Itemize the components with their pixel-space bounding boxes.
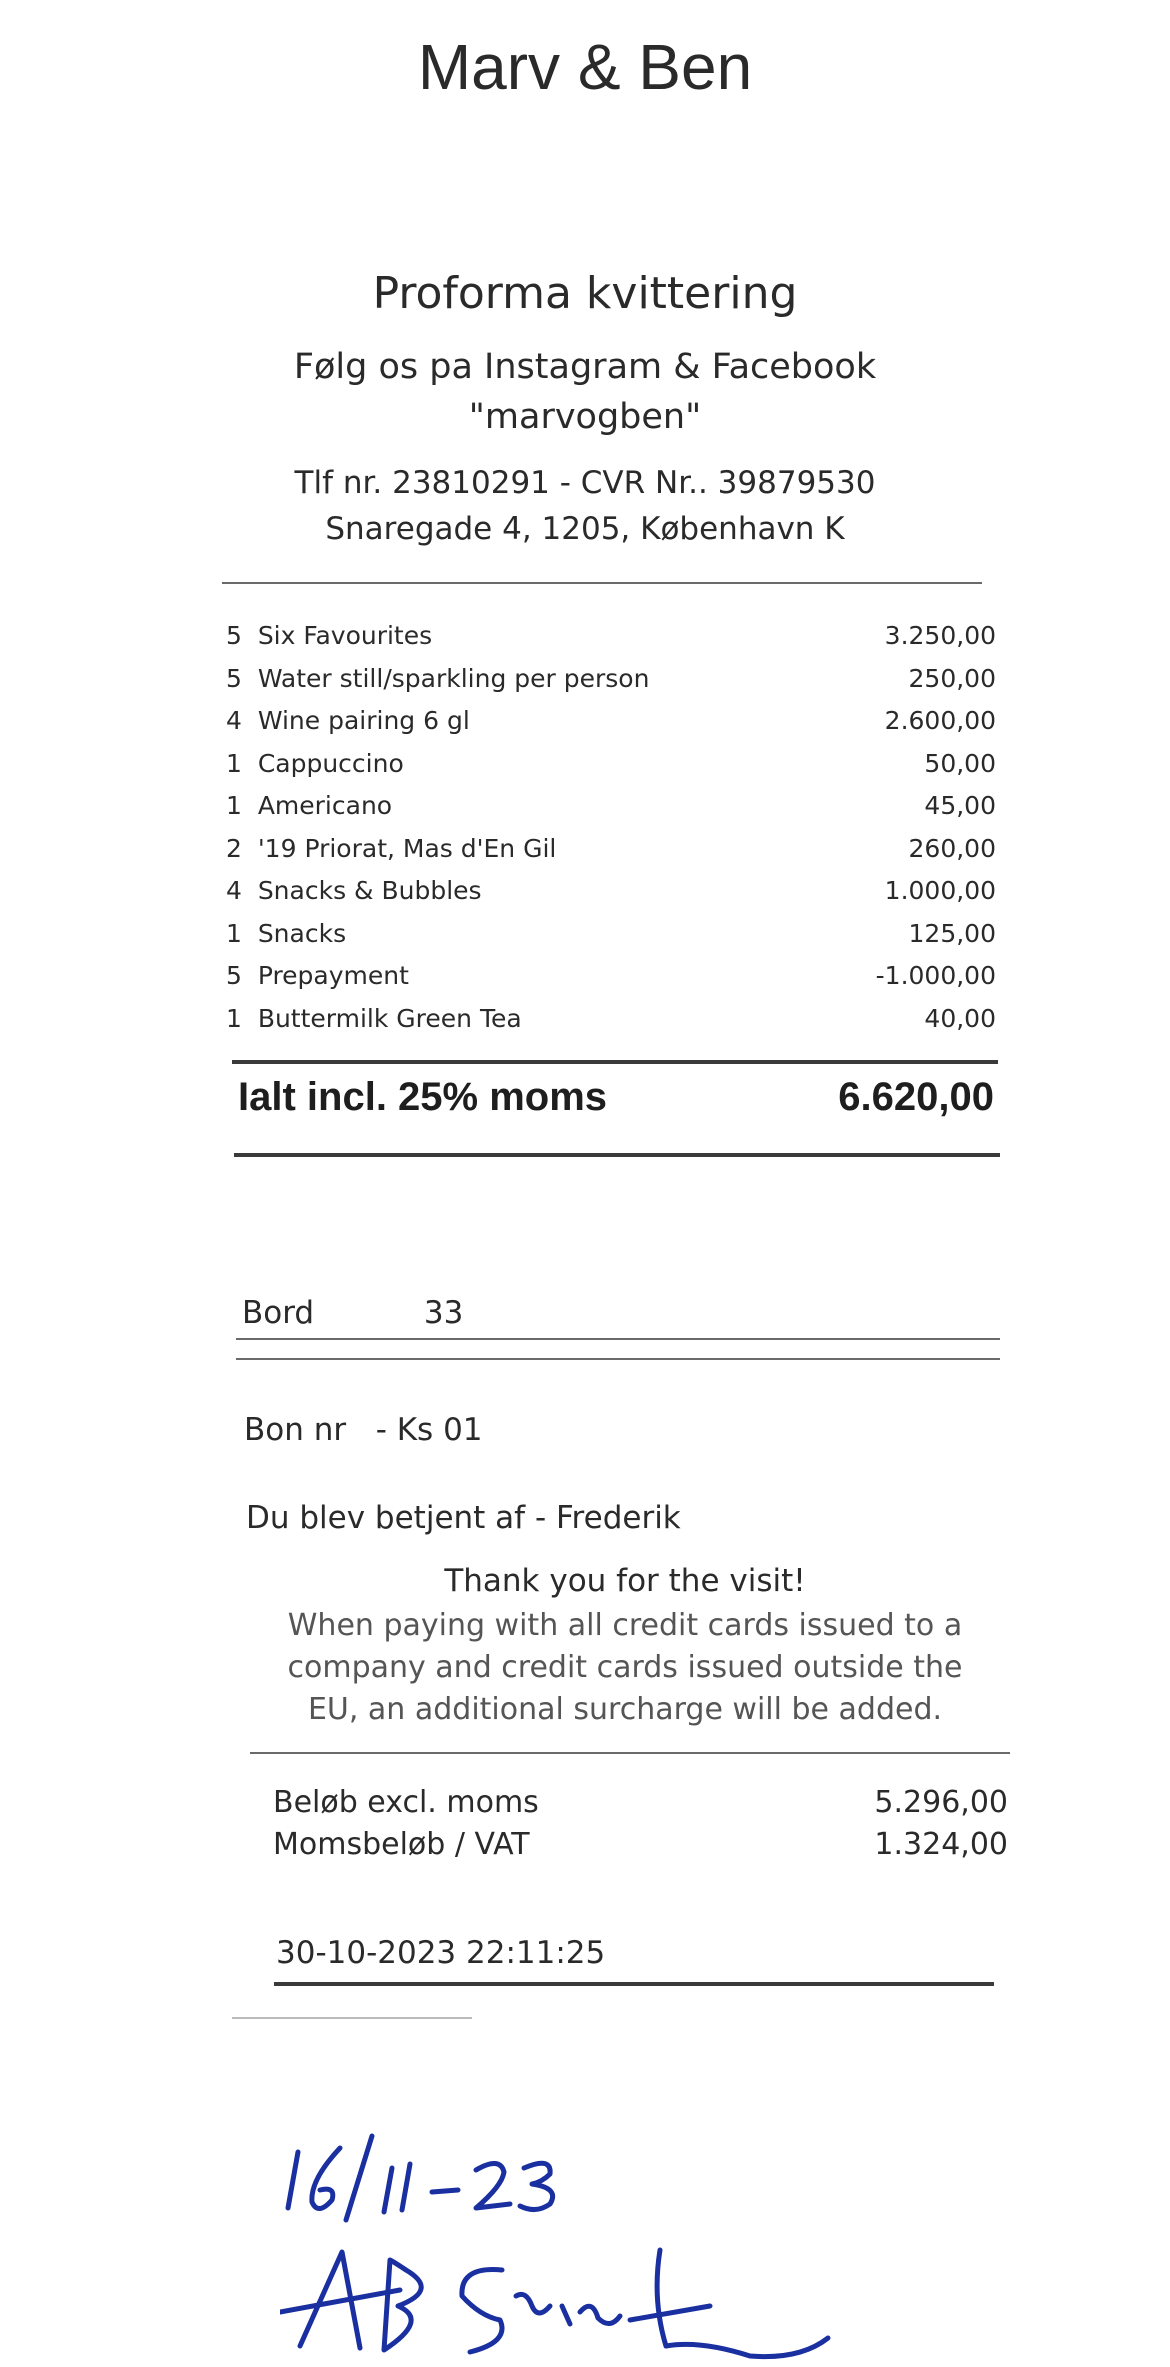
total-row bbox=[238, 1075, 994, 1120]
divider bbox=[222, 582, 982, 584]
summary-amount: 1.324,00 bbox=[874, 1827, 1008, 1862]
item-amount: 45,00 bbox=[924, 791, 996, 820]
item-description: 1 Cappuccino bbox=[226, 748, 404, 778]
item-amount: 1.000,00 bbox=[884, 876, 996, 905]
table-value: 33 bbox=[423, 1295, 464, 1331]
notice-line: When paying with all credit cards issued to a bbox=[287, 1608, 963, 1643]
list-item bbox=[226, 828, 996, 871]
divider bbox=[250, 1752, 1010, 1754]
table-number bbox=[242, 1295, 463, 1331]
total-amount: 6.620,00 bbox=[838, 1075, 994, 1119]
summary-row bbox=[273, 1782, 1008, 1824]
notice-line: EU, an additional surcharge will be added. bbox=[307, 1692, 943, 1727]
served-by: Du blev betjent af - Frederik bbox=[246, 1500, 681, 1536]
item-description: 5 Prepayment bbox=[226, 961, 409, 990]
item-description: 2 '19 Priorat, Mas d'En Gil bbox=[226, 833, 557, 863]
list-item bbox=[226, 615, 996, 658]
thank-you: Thank you for the visit! bbox=[444, 1563, 806, 1599]
list-item bbox=[226, 955, 996, 998]
surcharge-notice bbox=[0, 1605, 1170, 1731]
list-item bbox=[226, 870, 996, 913]
address: Snaregade 4, 1205, København K bbox=[325, 511, 845, 547]
list-item bbox=[226, 700, 996, 743]
summary-label: Beløb excl. moms bbox=[273, 1785, 539, 1820]
divider bbox=[232, 1060, 998, 1064]
item-description: 5 Water still/sparkling per person bbox=[226, 663, 650, 693]
item-description: 1 Buttermilk Green Tea bbox=[226, 1003, 522, 1033]
item-description: 1 Snacks bbox=[226, 918, 347, 948]
divider bbox=[232, 2017, 472, 2019]
item-amount: 3.250,00 bbox=[884, 621, 996, 650]
divider bbox=[274, 1982, 994, 1986]
item-amount: 125,00 bbox=[908, 918, 996, 948]
list-item bbox=[226, 913, 996, 956]
phone-cvr: Tlf nr. 23810291 - CVR Nr.. 39879530 bbox=[294, 465, 876, 501]
item-amount: 50,00 bbox=[924, 748, 996, 778]
vat-summary bbox=[273, 1782, 1008, 1866]
item-amount: 260,00 bbox=[908, 833, 996, 863]
summary-label: Momsbeløb / VAT bbox=[273, 1827, 530, 1862]
list-item bbox=[226, 785, 996, 828]
list-item bbox=[226, 658, 996, 701]
item-amount: 2.600,00 bbox=[884, 706, 996, 735]
bon-number: Bon nr - Ks 01 bbox=[244, 1412, 483, 1448]
item-description: 5 Six Favourites bbox=[226, 621, 433, 650]
notice-line: company and credit cards issued outside the bbox=[287, 1650, 963, 1685]
contact-info bbox=[0, 460, 1170, 552]
summary-amount: 5.296,00 bbox=[874, 1785, 1008, 1820]
item-description: 4 Snacks & Bubbles bbox=[226, 876, 482, 905]
handwritten-signature bbox=[280, 2120, 840, 2360]
follow-text: Følg os pa Instagram & Facebook bbox=[293, 347, 877, 387]
business-name: Marv & Ben bbox=[417, 31, 753, 103]
item-description: 4 Wine pairing 6 gl bbox=[226, 706, 470, 735]
list-item bbox=[226, 998, 996, 1041]
social-follow-line bbox=[0, 342, 1170, 442]
social-handle: "marvogben" bbox=[468, 397, 702, 437]
list-item bbox=[226, 743, 996, 786]
item-list bbox=[226, 615, 996, 1040]
divider bbox=[234, 1153, 1000, 1157]
item-amount: -1.000,00 bbox=[875, 961, 996, 990]
timestamp: 30-10-2023 22:11:25 bbox=[276, 1935, 606, 1971]
item-amount: 250,00 bbox=[908, 663, 996, 693]
total-label: Ialt incl. 25% moms bbox=[238, 1075, 608, 1119]
receipt-type: Proforma kvittering bbox=[372, 268, 798, 319]
divider bbox=[236, 1358, 1000, 1360]
table-label: Bord bbox=[242, 1295, 315, 1331]
divider bbox=[236, 1338, 1000, 1340]
item-description: 1 Americano bbox=[226, 791, 393, 820]
summary-row bbox=[273, 1824, 1008, 1866]
item-amount: 40,00 bbox=[924, 1003, 996, 1033]
